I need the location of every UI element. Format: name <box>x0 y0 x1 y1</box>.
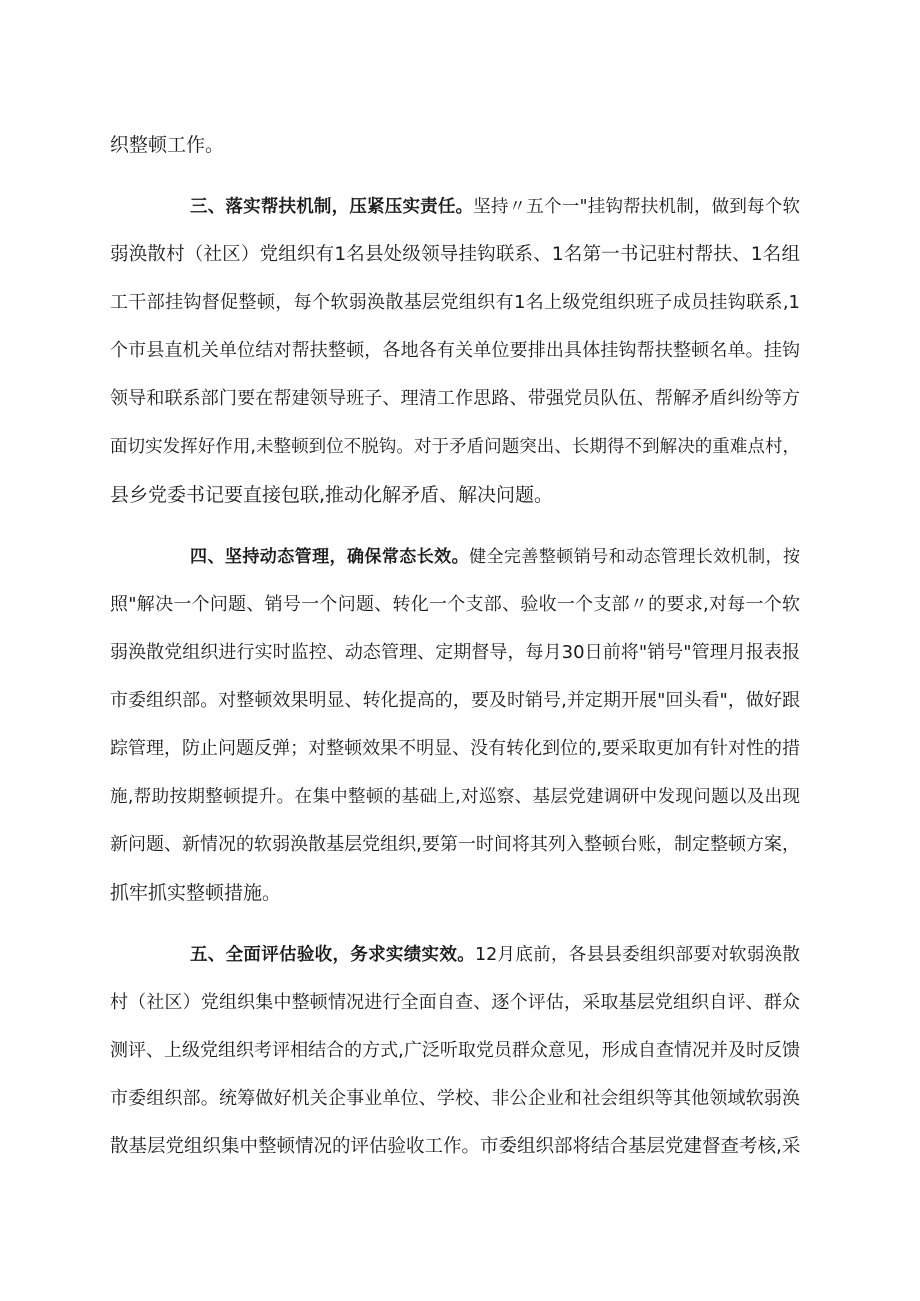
section5-line-1: 村（社区）党组织集中整顿情况进行全面自查、逐个评估，采取基层党组织自评、群众 <box>110 992 800 1013</box>
section4-line-7: 抓牢抓实整顿措施。 <box>110 882 282 904</box>
intro-tail-line: 织整顿工作。 <box>110 134 225 156</box>
section4-first-line <box>190 545 800 569</box>
section5-line-2: 测评、上级党组织考评相结合的方式,广泛听取党员群众意见，形成自查情况并及时反馈 <box>110 1040 800 1061</box>
section4-line-3: 市委组织部。对整顿效果明显、转化提高的，要及时销号,并定期开展"回头看"，做好跟 <box>110 690 800 711</box>
section3-line-6: 县乡党委书记要直接包联,推动化解矛盾、解决问题。 <box>110 484 554 506</box>
section4-line-0: 健全完善整顿销号和动态管理长效机制，按 <box>469 547 800 567</box>
section3-first-line <box>190 195 800 219</box>
section3-line-0: 坚持〃五个一"挂钩帮扶机制，做到每个软 <box>473 197 800 217</box>
section4-line-4: 踪管理，防止问题反弹；对整顿效果不明显、没有转化到位的,要采取更加有针对性的措 <box>110 738 800 759</box>
section4-line-5: 施,帮助按期整顿提升。在集中整顿的基础上,对巡察、基层党建调研中发现问题以及出现 <box>110 787 800 807</box>
section5-line-3: 市委组织部。统筹做好机关企事业单位、学校、非公企业和社会组织等其他领域软弱涣 <box>110 1088 800 1109</box>
section4-heading: 四、坚持动态管理，确保常态长效。 <box>190 547 470 567</box>
section4-line-6: 新问题、新情况的软弱涣散基层党组织,要第一时间将其列入整顿台账，制定整顿方案， <box>110 834 800 855</box>
section5-line-4: 散基层党组织集中整顿情况的评估验收工作。市委组织部将结合基层党建督查考核,采 <box>110 1136 800 1157</box>
section3-heading: 三、落实帮扶机制，压紧压实责任。 <box>190 197 474 217</box>
section3-line-5: 面切实发挥好作用,未整顿到位不脱钩。对于矛盾问题突出、长期得不到解决的重难点村， <box>110 437 800 457</box>
section3-line-2: 工干部挂钩督促整顿，每个软弱涣散基层党组织有1名上级党组织班子成员挂钩联系,1 <box>110 292 800 313</box>
section3-line-1: 弱涣散村（社区）党组织有1名县处级领导挂钩联系、1名第一书记驻村帮扶、1名组 <box>110 244 800 265</box>
section4-line-1: 照"解决一个问题、销号一个问题、转化一个支部、验收一个支部〃的要求,对每一个软 <box>110 594 800 615</box>
section4-line-2: 弱涣散党组织进行实时监控、动态管理、定期督导，每月30日前将"销号"管理月报表报 <box>110 642 800 663</box>
section3-line-3: 个市县直机关单位结对帮扶整顿，各地各有关单位要排出具体挂钩帮扶整顿名单。挂钩 <box>110 340 800 361</box>
section3-line-4: 领导和联系部门要在帮建领导班子、理清工作思路、带强党员队伍、帮解矛盾纠纷等方 <box>110 388 800 409</box>
section5-line-0: 12月底前，各县县委组织部要对软弱涣散 <box>474 945 800 965</box>
section5-heading: 五、全面评估验收，务求实绩实效。 <box>190 945 475 965</box>
section5-first-line <box>190 943 800 967</box>
